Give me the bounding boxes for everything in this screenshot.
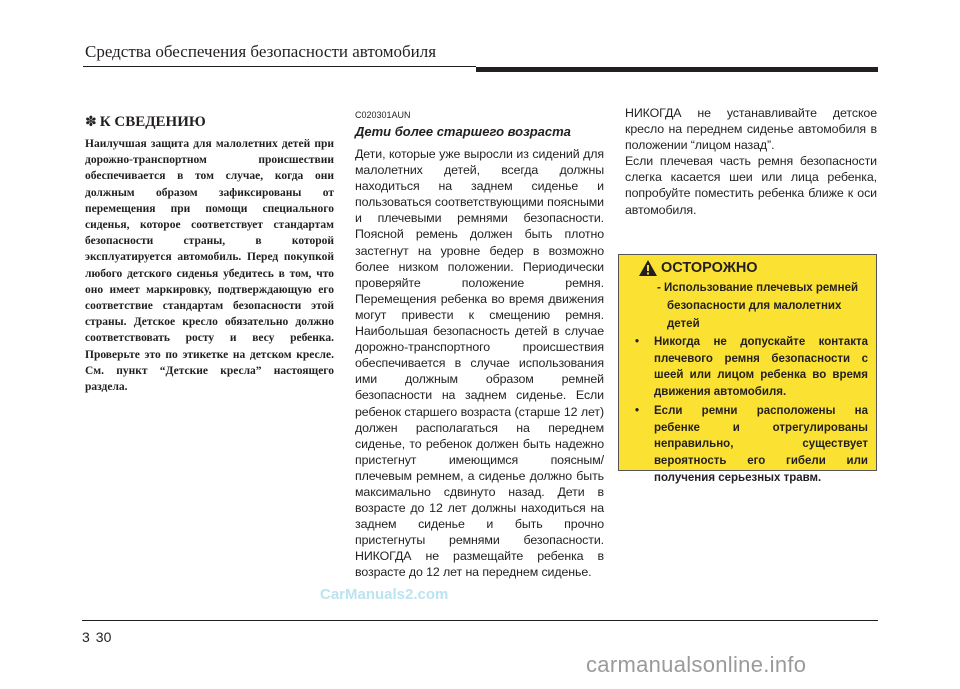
chapter-number: 3 xyxy=(82,629,90,645)
warning-triangle-icon xyxy=(638,259,658,277)
warning-box xyxy=(618,254,877,484)
warning-subtitle: - Использование плечевых ремней безопасности для малолетних детей xyxy=(657,282,859,330)
warning-item-text: Никогда не допускайте контакта плечевого ремня безопасности с шеей или лицом ребенка во время движения автомобиля. xyxy=(654,336,868,399)
right-paragraph-2: Если плечевая часть ремня безопасности слегка касается шеи или лица ребенка, попробуйте поместить ребенка ближе к оси автомобиля. xyxy=(625,154,877,217)
page-number-value: 30 xyxy=(95,629,112,645)
note-heading-text: К СВЕДЕНИЮ xyxy=(99,114,206,130)
warning-item xyxy=(627,403,868,487)
header-rule-thin xyxy=(83,66,476,67)
section-body: Дети, которые уже выросли из сидений для малолетних детей, всегда должны находиться на заднем сиденье и пользоваться соответствующими поясными и плечевыми ремнями безопасности. Поясной ремень должен быть плотно застегнут на уровне бедер в возможно более низком положении. Периодически проверяйте положение ремня. Перемещения ребенка во время движения могут привести к смещению ремня. Наибольшая безопасность детей в случае дорожно-транспортного происшествия обеспечивается в случае использования ими должным образом ремней безопасности на заднем сиденье. Если ребенок старшего возраста (старше 12 лет) должен располагаться на переднем сиденье, то ребенок должен быть надежно пристегнут имеющимся поясным/ плечевым ремнем, а сиденье должно быть максимально сдвинуто назад. Дети в возрасте до 12 лет должны находиться на заднем сиденье и быть прочно пристегнуты ремнями безопасности. НИКОГДА не размещайте ребенка в возрасте до 12 лет на переднем сиденье. xyxy=(355,147,604,580)
footer-rule xyxy=(82,620,878,621)
right-column xyxy=(625,105,877,218)
right-paragraph-1: НИКОГДА не устанавливайте детское кресло на переднем сиденье автомобиля в положении “лицом назад”. xyxy=(625,106,877,153)
bullet-icon: • xyxy=(635,404,640,417)
asterisk-icon: ✽ xyxy=(85,114,97,130)
warning-item-text: Если ремни расположены на ребенке и отрегулированы неправильно, существует вероятность его гибели или получения серьезных травм. xyxy=(654,404,868,484)
section-subtitle: Дети более старшего возраста xyxy=(355,124,571,139)
section-code: C020301AUN xyxy=(355,110,411,120)
older-children-column xyxy=(355,110,604,581)
footer-watermark: carmanualsonline.info xyxy=(586,652,807,677)
note-heading xyxy=(85,113,334,131)
bullet-icon: • xyxy=(635,336,640,348)
note-column xyxy=(85,113,334,395)
note-body: Наилучшая защита для малолетних детей при дорожно-транспортном происшествии обеспечивается в том случае, когда они должным образом зафиксированы от перемещения при помощи специального сиденья, которое соответствует стандартам безопасности страны, в которой эксплуатируется автомобиль. Перед покупкой любого детского сиденья убедитесь в том, что оно имеет маркировку, подтверждающую его соответствие стандартам безопасности этой страны. Детское кресло обязательно должно соответствовать росту и весу ребенка. Проверьте это по этикетке на детском кресле. См. пункт “Детские кресла” настоящего раздела. xyxy=(85,138,334,394)
page-number xyxy=(82,629,111,645)
warning-title xyxy=(627,257,868,279)
warning-title-text: ОСТОРОЖНО xyxy=(661,260,758,276)
warning-list xyxy=(627,334,868,486)
warning-item xyxy=(627,334,868,401)
header-rule-thick xyxy=(476,67,878,72)
overlay-watermark: CarManuals2.com xyxy=(320,586,449,603)
page-header-title: Средства обеспечения безопасности автомобиля xyxy=(85,42,437,61)
